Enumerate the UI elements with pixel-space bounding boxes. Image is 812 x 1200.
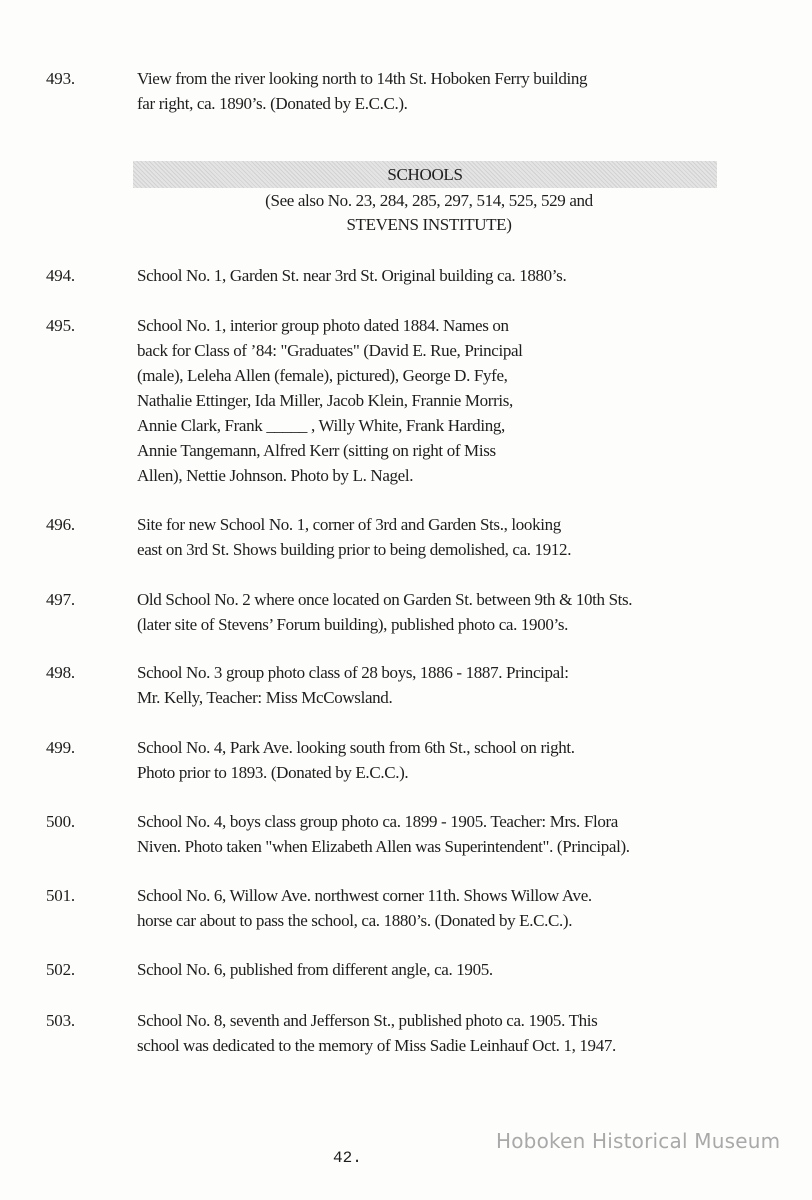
entry-line: back for Class of ’84: "Graduates" (David E. Rue, Principal (137, 341, 523, 360)
entry-number: 500. (46, 812, 75, 831)
entry-description (137, 883, 697, 933)
entry-number: 494. (46, 266, 75, 285)
page-number: 42. (333, 1149, 362, 1167)
section-cross-reference (133, 189, 725, 237)
entry-line: east on 3rd St. Shows building prior to being demolished, ca. 1912. (137, 540, 572, 559)
entry-line: View from the river looking north to 14th St. Hoboken Ferry building (137, 69, 588, 88)
entry-line: Old School No. 2 where once located on Garden St. between 9th & 10th Sts. (137, 590, 633, 609)
entry-number: 501. (46, 886, 75, 905)
section-note-line: STEVENS INSTITUTE) (346, 215, 512, 234)
section-note-line: (See also No. 23, 284, 285, 297, 514, 525, 529 and (265, 191, 593, 210)
entry-line: Niven. Photo taken "when Elizabeth Allen was Superintendent". (Principal). (137, 837, 630, 856)
entry-line: Nathalie Ettinger, Ida Miller, Jacob Klein, Frannie Morris, (137, 391, 513, 410)
entry-description (137, 512, 697, 562)
museum-watermark: Hoboken Historical Museum (496, 1129, 781, 1153)
entry-number: 496. (46, 515, 75, 534)
entry-line: School No. 8, seventh and Jefferson St., published photo ca. 1905. This (137, 1011, 598, 1030)
entry-line: horse car about to pass the school, ca. 1880’s. (Donated by E.C.C.). (137, 911, 573, 930)
entry-description (137, 313, 697, 488)
entry-line: (later site of Stevens’ Forum building), published photo ca. 1900’s. (137, 615, 569, 634)
entry-line: School No. 6, published from different angle, ca. 1905. (137, 960, 493, 979)
entry-number: 499. (46, 738, 75, 757)
entry-line: School No. 1, Garden St. near 3rd St. Original building ca. 1880’s. (137, 266, 567, 285)
entry-description (137, 263, 697, 288)
entry-line: School No. 4, Park Ave. looking south from 6th St., school on right. (137, 738, 575, 757)
entry-line: School No. 3 group photo class of 28 boys, 1886 - 1887. Principal: (137, 663, 569, 682)
entry-number: 493. (46, 69, 75, 88)
entry-line: (male), Leleha Allen (female), pictured), George D. Fyfe, (137, 366, 508, 385)
entry-description (137, 66, 697, 116)
entry-number: 498. (46, 663, 75, 682)
entry-number: 503. (46, 1011, 75, 1030)
entry-description (137, 809, 697, 859)
entry-line: Annie Clark, Frank _____ , Willy White, Frank Harding, (137, 416, 505, 435)
entry-description (137, 660, 697, 710)
entry-number: 495. (46, 316, 75, 335)
entry-line: Allen), Nettie Johnson. Photo by L. Nagel. (137, 466, 414, 485)
entry-description (137, 957, 697, 982)
entry-line: school was dedicated to the memory of Miss Sadie Leinhauf Oct. 1, 1947. (137, 1036, 616, 1055)
entry-line: Site for new School No. 1, corner of 3rd and Garden Sts., looking (137, 515, 561, 534)
entry-number: 502. (46, 960, 75, 979)
entry-line: Photo prior to 1893. (Donated by E.C.C.). (137, 763, 409, 782)
entry-number: 497. (46, 590, 75, 609)
entry-line: School No. 1, interior group photo dated 1884. Names on (137, 316, 509, 335)
entry-description (137, 735, 697, 785)
entry-line: School No. 6, Willow Ave. northwest corner 11th. Shows Willow Ave. (137, 886, 592, 905)
entry-line: School No. 4, boys class group photo ca. 1899 - 1905. Teacher: Mrs. Flora (137, 812, 618, 831)
entry-line: Annie Tangemann, Alfred Kerr (sitting on right of Miss (137, 441, 496, 460)
entry-description (137, 587, 697, 637)
section-title: SCHOOLS (387, 165, 463, 184)
entry-line: far right, ca. 1890’s. (Donated by E.C.C.). (137, 94, 408, 113)
entry-line: Mr. Kelly, Teacher: Miss McCowsland. (137, 688, 393, 707)
entry-description (137, 1008, 697, 1058)
